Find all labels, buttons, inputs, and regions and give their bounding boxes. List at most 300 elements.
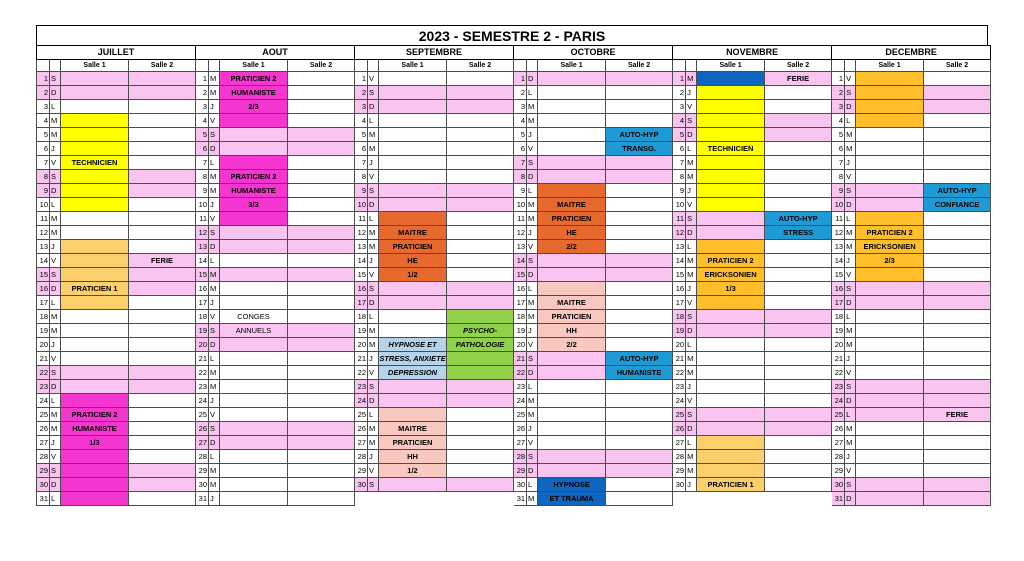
room-2-cell[interactable] — [606, 338, 673, 352]
room-2-cell[interactable] — [765, 128, 832, 142]
room-1-cell[interactable] — [538, 366, 606, 380]
session-label[interactable]: DEPRESSION — [379, 366, 447, 380]
room-2-cell[interactable] — [129, 464, 196, 478]
room-2-cell[interactable] — [606, 226, 673, 240]
session-label[interactable]: MAITRE — [379, 226, 447, 240]
room-2-cell[interactable] — [924, 422, 991, 436]
room-2-cell[interactable] — [924, 254, 991, 268]
room-1-cell[interactable] — [856, 464, 924, 478]
room-1-cell[interactable] — [856, 366, 924, 380]
room-2-cell[interactable] — [129, 240, 196, 254]
room-2-cell[interactable] — [447, 156, 514, 170]
room-1-cell[interactable] — [61, 254, 129, 268]
room-2-cell[interactable] — [129, 198, 196, 212]
room-2-cell[interactable] — [924, 282, 991, 296]
room-2-cell[interactable] — [765, 324, 832, 338]
room-1-cell[interactable] — [856, 114, 924, 128]
room-2-cell[interactable] — [765, 366, 832, 380]
room-1-cell[interactable] — [856, 268, 924, 282]
room-2-cell[interactable] — [765, 394, 832, 408]
room-1-cell[interactable] — [697, 338, 765, 352]
room-2-cell[interactable] — [447, 394, 514, 408]
room-1-cell[interactable] — [697, 156, 765, 170]
room-1-cell[interactable] — [538, 464, 606, 478]
room-2-cell[interactable] — [129, 142, 196, 156]
room-2-cell[interactable] — [129, 156, 196, 170]
room-1-cell[interactable] — [856, 100, 924, 114]
room-2-cell[interactable] — [606, 436, 673, 450]
room-2-cell[interactable] — [924, 394, 991, 408]
room-1-cell[interactable] — [856, 282, 924, 296]
room-2-cell[interactable] — [129, 114, 196, 128]
room-1-cell[interactable] — [538, 450, 606, 464]
room-2-cell[interactable] — [129, 394, 196, 408]
room-2-cell[interactable] — [288, 324, 355, 338]
room-2-cell[interactable] — [447, 254, 514, 268]
room-2-cell[interactable] — [129, 268, 196, 282]
room-2-cell[interactable] — [765, 296, 832, 310]
room-1-cell[interactable] — [856, 128, 924, 142]
room-2-cell[interactable] — [765, 338, 832, 352]
room-2-cell[interactable] — [606, 240, 673, 254]
session-label[interactable]: HH — [379, 450, 447, 464]
room-2-cell[interactable] — [129, 324, 196, 338]
session-label[interactable]: PSYCHO- — [447, 324, 514, 338]
session-label[interactable]: 2/2 — [538, 240, 606, 254]
session-label[interactable]: ET TRAUMA — [538, 492, 606, 506]
room-1-cell[interactable] — [697, 240, 765, 254]
room-2-cell[interactable] — [606, 478, 673, 492]
room-2-cell[interactable] — [129, 380, 196, 394]
room-2-cell[interactable] — [447, 352, 514, 366]
session-label[interactable]: PRATICIEN 1 — [61, 282, 129, 296]
room-2-cell[interactable] — [288, 212, 355, 226]
room-1-cell[interactable] — [856, 380, 924, 394]
room-1-cell[interactable] — [856, 408, 924, 422]
room-1-cell[interactable] — [61, 128, 129, 142]
room-2-cell[interactable] — [606, 324, 673, 338]
room-1-cell[interactable] — [856, 324, 924, 338]
room-2-cell[interactable] — [606, 394, 673, 408]
session-label[interactable]: HUMANISTE — [220, 86, 288, 100]
room-2-cell[interactable] — [606, 492, 673, 506]
session-label[interactable]: HE — [538, 226, 606, 240]
room-1-cell[interactable] — [697, 380, 765, 394]
room-2-cell[interactable] — [288, 114, 355, 128]
room-2-cell[interactable] — [447, 366, 514, 380]
room-1-cell[interactable] — [697, 212, 765, 226]
session-label[interactable]: CONGES — [220, 310, 288, 324]
session-label[interactable]: HE — [379, 254, 447, 268]
room-1-cell[interactable] — [538, 352, 606, 366]
room-2-cell[interactable] — [447, 198, 514, 212]
room-2-cell[interactable] — [129, 212, 196, 226]
session-label[interactable]: PRATICIEN 2 — [697, 254, 765, 268]
room-2-cell[interactable] — [924, 268, 991, 282]
room-2-cell[interactable] — [288, 450, 355, 464]
session-label[interactable]: ERICKSONIEN — [697, 268, 765, 282]
room-2-cell[interactable] — [606, 422, 673, 436]
room-2-cell[interactable] — [447, 310, 514, 324]
room-2-cell[interactable] — [288, 436, 355, 450]
room-1-cell[interactable] — [697, 226, 765, 240]
room-2-cell[interactable] — [447, 86, 514, 100]
room-2-cell[interactable] — [288, 226, 355, 240]
room-2-cell[interactable] — [129, 226, 196, 240]
room-2-cell[interactable] — [765, 114, 832, 128]
session-label[interactable]: FERIE — [924, 408, 991, 422]
room-1-cell[interactable] — [379, 184, 447, 198]
room-1-cell[interactable] — [61, 352, 129, 366]
room-2-cell[interactable] — [447, 422, 514, 436]
room-2-cell[interactable] — [447, 100, 514, 114]
room-1-cell[interactable] — [856, 86, 924, 100]
room-1-cell[interactable] — [538, 422, 606, 436]
room-2-cell[interactable] — [447, 184, 514, 198]
room-1-cell[interactable] — [61, 394, 129, 408]
room-1-cell[interactable] — [61, 198, 129, 212]
room-1-cell[interactable] — [61, 380, 129, 394]
room-1-cell[interactable] — [61, 212, 129, 226]
room-2-cell[interactable] — [765, 170, 832, 184]
room-2-cell[interactable] — [924, 72, 991, 86]
room-1-cell[interactable] — [697, 86, 765, 100]
room-1-cell[interactable] — [379, 114, 447, 128]
room-1-cell[interactable] — [856, 142, 924, 156]
room-2-cell[interactable] — [606, 114, 673, 128]
session-label[interactable]: PATHOLOGIE — [447, 338, 514, 352]
room-2-cell[interactable] — [765, 352, 832, 366]
room-1-cell[interactable] — [220, 464, 288, 478]
room-2-cell[interactable] — [924, 128, 991, 142]
room-2-cell[interactable] — [924, 324, 991, 338]
room-1-cell[interactable] — [220, 450, 288, 464]
room-2-cell[interactable] — [447, 240, 514, 254]
room-2-cell[interactable] — [288, 394, 355, 408]
session-label[interactable]: 2/3 — [856, 254, 924, 268]
room-2-cell[interactable] — [765, 240, 832, 254]
room-2-cell[interactable] — [129, 478, 196, 492]
room-1-cell[interactable] — [61, 268, 129, 282]
room-2-cell[interactable] — [924, 310, 991, 324]
room-2-cell[interactable] — [765, 408, 832, 422]
session-label[interactable]: PRATICIEN 2 — [220, 72, 288, 86]
room-2-cell[interactable] — [288, 366, 355, 380]
room-1-cell[interactable] — [379, 380, 447, 394]
room-2-cell[interactable] — [447, 282, 514, 296]
session-label[interactable]: STRESS — [765, 226, 832, 240]
room-1-cell[interactable] — [856, 296, 924, 310]
room-2-cell[interactable] — [447, 170, 514, 184]
room-2-cell[interactable] — [765, 268, 832, 282]
session-label[interactable]: PRATICIEN — [538, 310, 606, 324]
room-2-cell[interactable] — [924, 86, 991, 100]
session-label[interactable]: MAITRE — [379, 422, 447, 436]
room-2-cell[interactable] — [765, 310, 832, 324]
room-2-cell[interactable] — [924, 450, 991, 464]
room-1-cell[interactable] — [697, 198, 765, 212]
room-1-cell[interactable] — [61, 170, 129, 184]
room-1-cell[interactable] — [220, 142, 288, 156]
room-1-cell[interactable] — [538, 142, 606, 156]
room-2-cell[interactable] — [288, 128, 355, 142]
room-1-cell[interactable] — [538, 184, 606, 198]
room-1-cell[interactable] — [856, 338, 924, 352]
room-1-cell[interactable] — [61, 114, 129, 128]
session-label[interactable]: TECHNICIEN — [61, 156, 129, 170]
session-label[interactable]: PRATICIEN — [379, 436, 447, 450]
room-2-cell[interactable] — [447, 408, 514, 422]
room-1-cell[interactable] — [220, 478, 288, 492]
room-2-cell[interactable] — [606, 156, 673, 170]
room-2-cell[interactable] — [129, 310, 196, 324]
room-2-cell[interactable] — [606, 100, 673, 114]
room-1-cell[interactable] — [220, 212, 288, 226]
room-1-cell[interactable] — [856, 156, 924, 170]
room-2-cell[interactable] — [606, 198, 673, 212]
room-2-cell[interactable] — [606, 380, 673, 394]
room-1-cell[interactable] — [61, 478, 129, 492]
room-2-cell[interactable] — [765, 86, 832, 100]
session-label[interactable]: HH — [538, 324, 606, 338]
room-2-cell[interactable] — [288, 142, 355, 156]
room-2-cell[interactable] — [129, 86, 196, 100]
session-label[interactable]: PRATICIEN 2 — [61, 408, 129, 422]
room-2-cell[interactable] — [129, 100, 196, 114]
session-label[interactable]: PRATICIEN 2 — [220, 170, 288, 184]
room-2-cell[interactable] — [924, 100, 991, 114]
room-2-cell[interactable] — [765, 422, 832, 436]
room-2-cell[interactable] — [447, 142, 514, 156]
room-2-cell[interactable] — [765, 100, 832, 114]
session-label[interactable]: HUMANISTE — [61, 422, 129, 436]
room-2-cell[interactable] — [447, 380, 514, 394]
room-1-cell[interactable] — [61, 86, 129, 100]
room-1-cell[interactable] — [697, 296, 765, 310]
room-1-cell[interactable] — [697, 450, 765, 464]
room-2-cell[interactable] — [606, 86, 673, 100]
room-2-cell[interactable] — [288, 100, 355, 114]
room-2-cell[interactable] — [924, 142, 991, 156]
room-2-cell[interactable] — [765, 464, 832, 478]
room-1-cell[interactable] — [538, 156, 606, 170]
room-2-cell[interactable] — [924, 296, 991, 310]
room-1-cell[interactable] — [220, 394, 288, 408]
room-2-cell[interactable] — [288, 254, 355, 268]
room-2-cell[interactable] — [129, 282, 196, 296]
room-1-cell[interactable] — [856, 394, 924, 408]
room-1-cell[interactable] — [538, 268, 606, 282]
room-2-cell[interactable] — [606, 282, 673, 296]
room-1-cell[interactable] — [61, 324, 129, 338]
session-label[interactable]: AUTO-HYP — [606, 352, 673, 366]
session-label[interactable]: AUTO-HYP — [606, 128, 673, 142]
room-2-cell[interactable] — [924, 212, 991, 226]
room-2-cell[interactable] — [288, 282, 355, 296]
session-label[interactable]: AUTO-HYP — [924, 184, 991, 198]
session-label[interactable]: FERIE — [129, 254, 196, 268]
room-1-cell[interactable] — [61, 310, 129, 324]
room-2-cell[interactable] — [606, 72, 673, 86]
room-2-cell[interactable] — [606, 212, 673, 226]
room-2-cell[interactable] — [129, 338, 196, 352]
room-2-cell[interactable] — [288, 464, 355, 478]
room-1-cell[interactable] — [856, 422, 924, 436]
room-2-cell[interactable] — [447, 128, 514, 142]
room-1-cell[interactable] — [220, 366, 288, 380]
session-label[interactable]: TECHNICIEN — [697, 142, 765, 156]
room-1-cell[interactable] — [538, 408, 606, 422]
room-1-cell[interactable] — [856, 72, 924, 86]
room-2-cell[interactable] — [765, 282, 832, 296]
room-2-cell[interactable] — [606, 464, 673, 478]
room-1-cell[interactable] — [856, 310, 924, 324]
session-label[interactable]: 1/2 — [379, 268, 447, 282]
room-2-cell[interactable] — [129, 170, 196, 184]
room-2-cell[interactable] — [129, 422, 196, 436]
room-2-cell[interactable] — [288, 380, 355, 394]
room-1-cell[interactable] — [220, 156, 288, 170]
room-2-cell[interactable] — [129, 366, 196, 380]
room-2-cell[interactable] — [606, 254, 673, 268]
session-label[interactable]: STRESS, ANXIETE — [379, 352, 447, 366]
room-2-cell[interactable] — [924, 226, 991, 240]
room-1-cell[interactable] — [379, 324, 447, 338]
room-2-cell[interactable] — [288, 170, 355, 184]
room-2-cell[interactable] — [447, 114, 514, 128]
session-label[interactable]: AUTO-HYP — [765, 212, 832, 226]
room-1-cell[interactable] — [61, 226, 129, 240]
session-label[interactable]: TRANSG. — [606, 142, 673, 156]
room-2-cell[interactable] — [288, 198, 355, 212]
session-label[interactable]: 1/2 — [379, 464, 447, 478]
room-1-cell[interactable] — [697, 128, 765, 142]
room-1-cell[interactable] — [61, 450, 129, 464]
room-2-cell[interactable] — [765, 254, 832, 268]
room-1-cell[interactable] — [538, 436, 606, 450]
room-2-cell[interactable] — [606, 296, 673, 310]
room-1-cell[interactable] — [61, 184, 129, 198]
room-1-cell[interactable] — [220, 128, 288, 142]
room-2-cell[interactable] — [924, 478, 991, 492]
room-2-cell[interactable] — [288, 422, 355, 436]
room-2-cell[interactable] — [447, 268, 514, 282]
room-1-cell[interactable] — [61, 240, 129, 254]
room-2-cell[interactable] — [129, 128, 196, 142]
room-2-cell[interactable] — [288, 408, 355, 422]
room-2-cell[interactable] — [447, 72, 514, 86]
session-label[interactable]: 1/3 — [61, 436, 129, 450]
room-1-cell[interactable] — [379, 170, 447, 184]
room-1-cell[interactable] — [538, 254, 606, 268]
room-1-cell[interactable] — [538, 100, 606, 114]
room-1-cell[interactable] — [220, 422, 288, 436]
room-2-cell[interactable] — [765, 436, 832, 450]
room-2-cell[interactable] — [447, 450, 514, 464]
room-2-cell[interactable] — [765, 142, 832, 156]
room-2-cell[interactable] — [924, 464, 991, 478]
room-2-cell[interactable] — [765, 156, 832, 170]
room-1-cell[interactable] — [538, 170, 606, 184]
room-2-cell[interactable] — [924, 156, 991, 170]
session-label[interactable]: HYPNOSE ET — [379, 338, 447, 352]
room-1-cell[interactable] — [379, 72, 447, 86]
room-1-cell[interactable] — [538, 114, 606, 128]
room-1-cell[interactable] — [697, 114, 765, 128]
room-2-cell[interactable] — [606, 310, 673, 324]
room-1-cell[interactable] — [61, 338, 129, 352]
room-2-cell[interactable] — [129, 352, 196, 366]
room-2-cell[interactable] — [288, 184, 355, 198]
room-1-cell[interactable] — [697, 422, 765, 436]
room-1-cell[interactable] — [220, 226, 288, 240]
room-1-cell[interactable] — [538, 72, 606, 86]
room-1-cell[interactable] — [379, 142, 447, 156]
room-1-cell[interactable] — [220, 296, 288, 310]
room-2-cell[interactable] — [606, 268, 673, 282]
room-2-cell[interactable] — [924, 380, 991, 394]
session-label[interactable]: HUMANISTE — [220, 184, 288, 198]
room-1-cell[interactable] — [379, 156, 447, 170]
room-1-cell[interactable] — [697, 324, 765, 338]
room-1-cell[interactable] — [61, 296, 129, 310]
room-1-cell[interactable] — [61, 366, 129, 380]
session-label[interactable]: ERICKSONIEN — [856, 240, 924, 254]
room-2-cell[interactable] — [288, 478, 355, 492]
room-1-cell[interactable] — [61, 492, 129, 506]
room-1-cell[interactable] — [220, 380, 288, 394]
room-1-cell[interactable] — [697, 170, 765, 184]
room-1-cell[interactable] — [856, 352, 924, 366]
room-2-cell[interactable] — [765, 198, 832, 212]
room-1-cell[interactable] — [379, 128, 447, 142]
room-1-cell[interactable] — [697, 310, 765, 324]
room-2-cell[interactable] — [447, 436, 514, 450]
room-1-cell[interactable] — [220, 268, 288, 282]
room-2-cell[interactable] — [288, 492, 355, 506]
room-1-cell[interactable] — [220, 352, 288, 366]
room-1-cell[interactable] — [856, 492, 924, 506]
room-1-cell[interactable] — [697, 184, 765, 198]
room-1-cell[interactable] — [856, 184, 924, 198]
session-label[interactable]: MAITRE — [538, 296, 606, 310]
room-2-cell[interactable] — [288, 86, 355, 100]
room-1-cell[interactable] — [379, 478, 447, 492]
room-2-cell[interactable] — [129, 436, 196, 450]
room-2-cell[interactable] — [288, 352, 355, 366]
session-label[interactable]: CONFIANCE — [924, 198, 991, 212]
room-2-cell[interactable] — [447, 464, 514, 478]
room-1-cell[interactable] — [61, 72, 129, 86]
room-2-cell[interactable] — [129, 72, 196, 86]
room-1-cell[interactable] — [61, 100, 129, 114]
room-1-cell[interactable] — [220, 254, 288, 268]
room-1-cell[interactable] — [379, 86, 447, 100]
session-label[interactable]: HYPNOSE — [538, 478, 606, 492]
room-1-cell[interactable] — [856, 478, 924, 492]
session-label[interactable]: MAITRE — [538, 198, 606, 212]
room-1-cell[interactable] — [697, 408, 765, 422]
room-2-cell[interactable] — [129, 408, 196, 422]
room-2-cell[interactable] — [606, 450, 673, 464]
room-1-cell[interactable] — [379, 408, 447, 422]
room-2-cell[interactable] — [288, 296, 355, 310]
room-1-cell[interactable] — [379, 310, 447, 324]
room-1-cell[interactable] — [697, 72, 765, 86]
room-2-cell[interactable] — [924, 338, 991, 352]
room-2-cell[interactable] — [765, 450, 832, 464]
room-2-cell[interactable] — [606, 170, 673, 184]
